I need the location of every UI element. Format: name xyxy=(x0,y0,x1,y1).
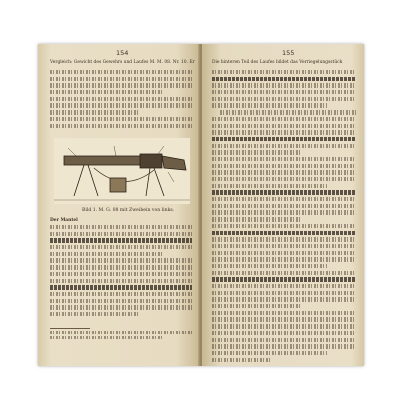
figure-caption: Bild 1. M. G. 08 mit Zweibein von links. xyxy=(82,208,175,213)
left-upper-text xyxy=(50,70,192,130)
left-page xyxy=(38,44,200,366)
right-page-number: 155 xyxy=(282,49,295,57)
left-page-number: 154 xyxy=(116,49,129,57)
right-text-block-1 xyxy=(212,70,356,364)
left-lower-text xyxy=(50,225,192,319)
right-top-line: Die hinteren Teil des Laufes bildet das Verriegelungsstück xyxy=(212,60,343,65)
left-top-line: Vergleich: Gewicht des Gewehrs und Laufes M. M. 08. Nr. 10. Er xyxy=(50,60,195,65)
footnote-rule xyxy=(50,328,90,329)
left-section-label: Der Mantel xyxy=(50,218,78,223)
open-book xyxy=(38,44,364,366)
footnote-text xyxy=(50,331,192,342)
machine-gun-illustration xyxy=(54,138,190,204)
right-page xyxy=(202,44,364,366)
